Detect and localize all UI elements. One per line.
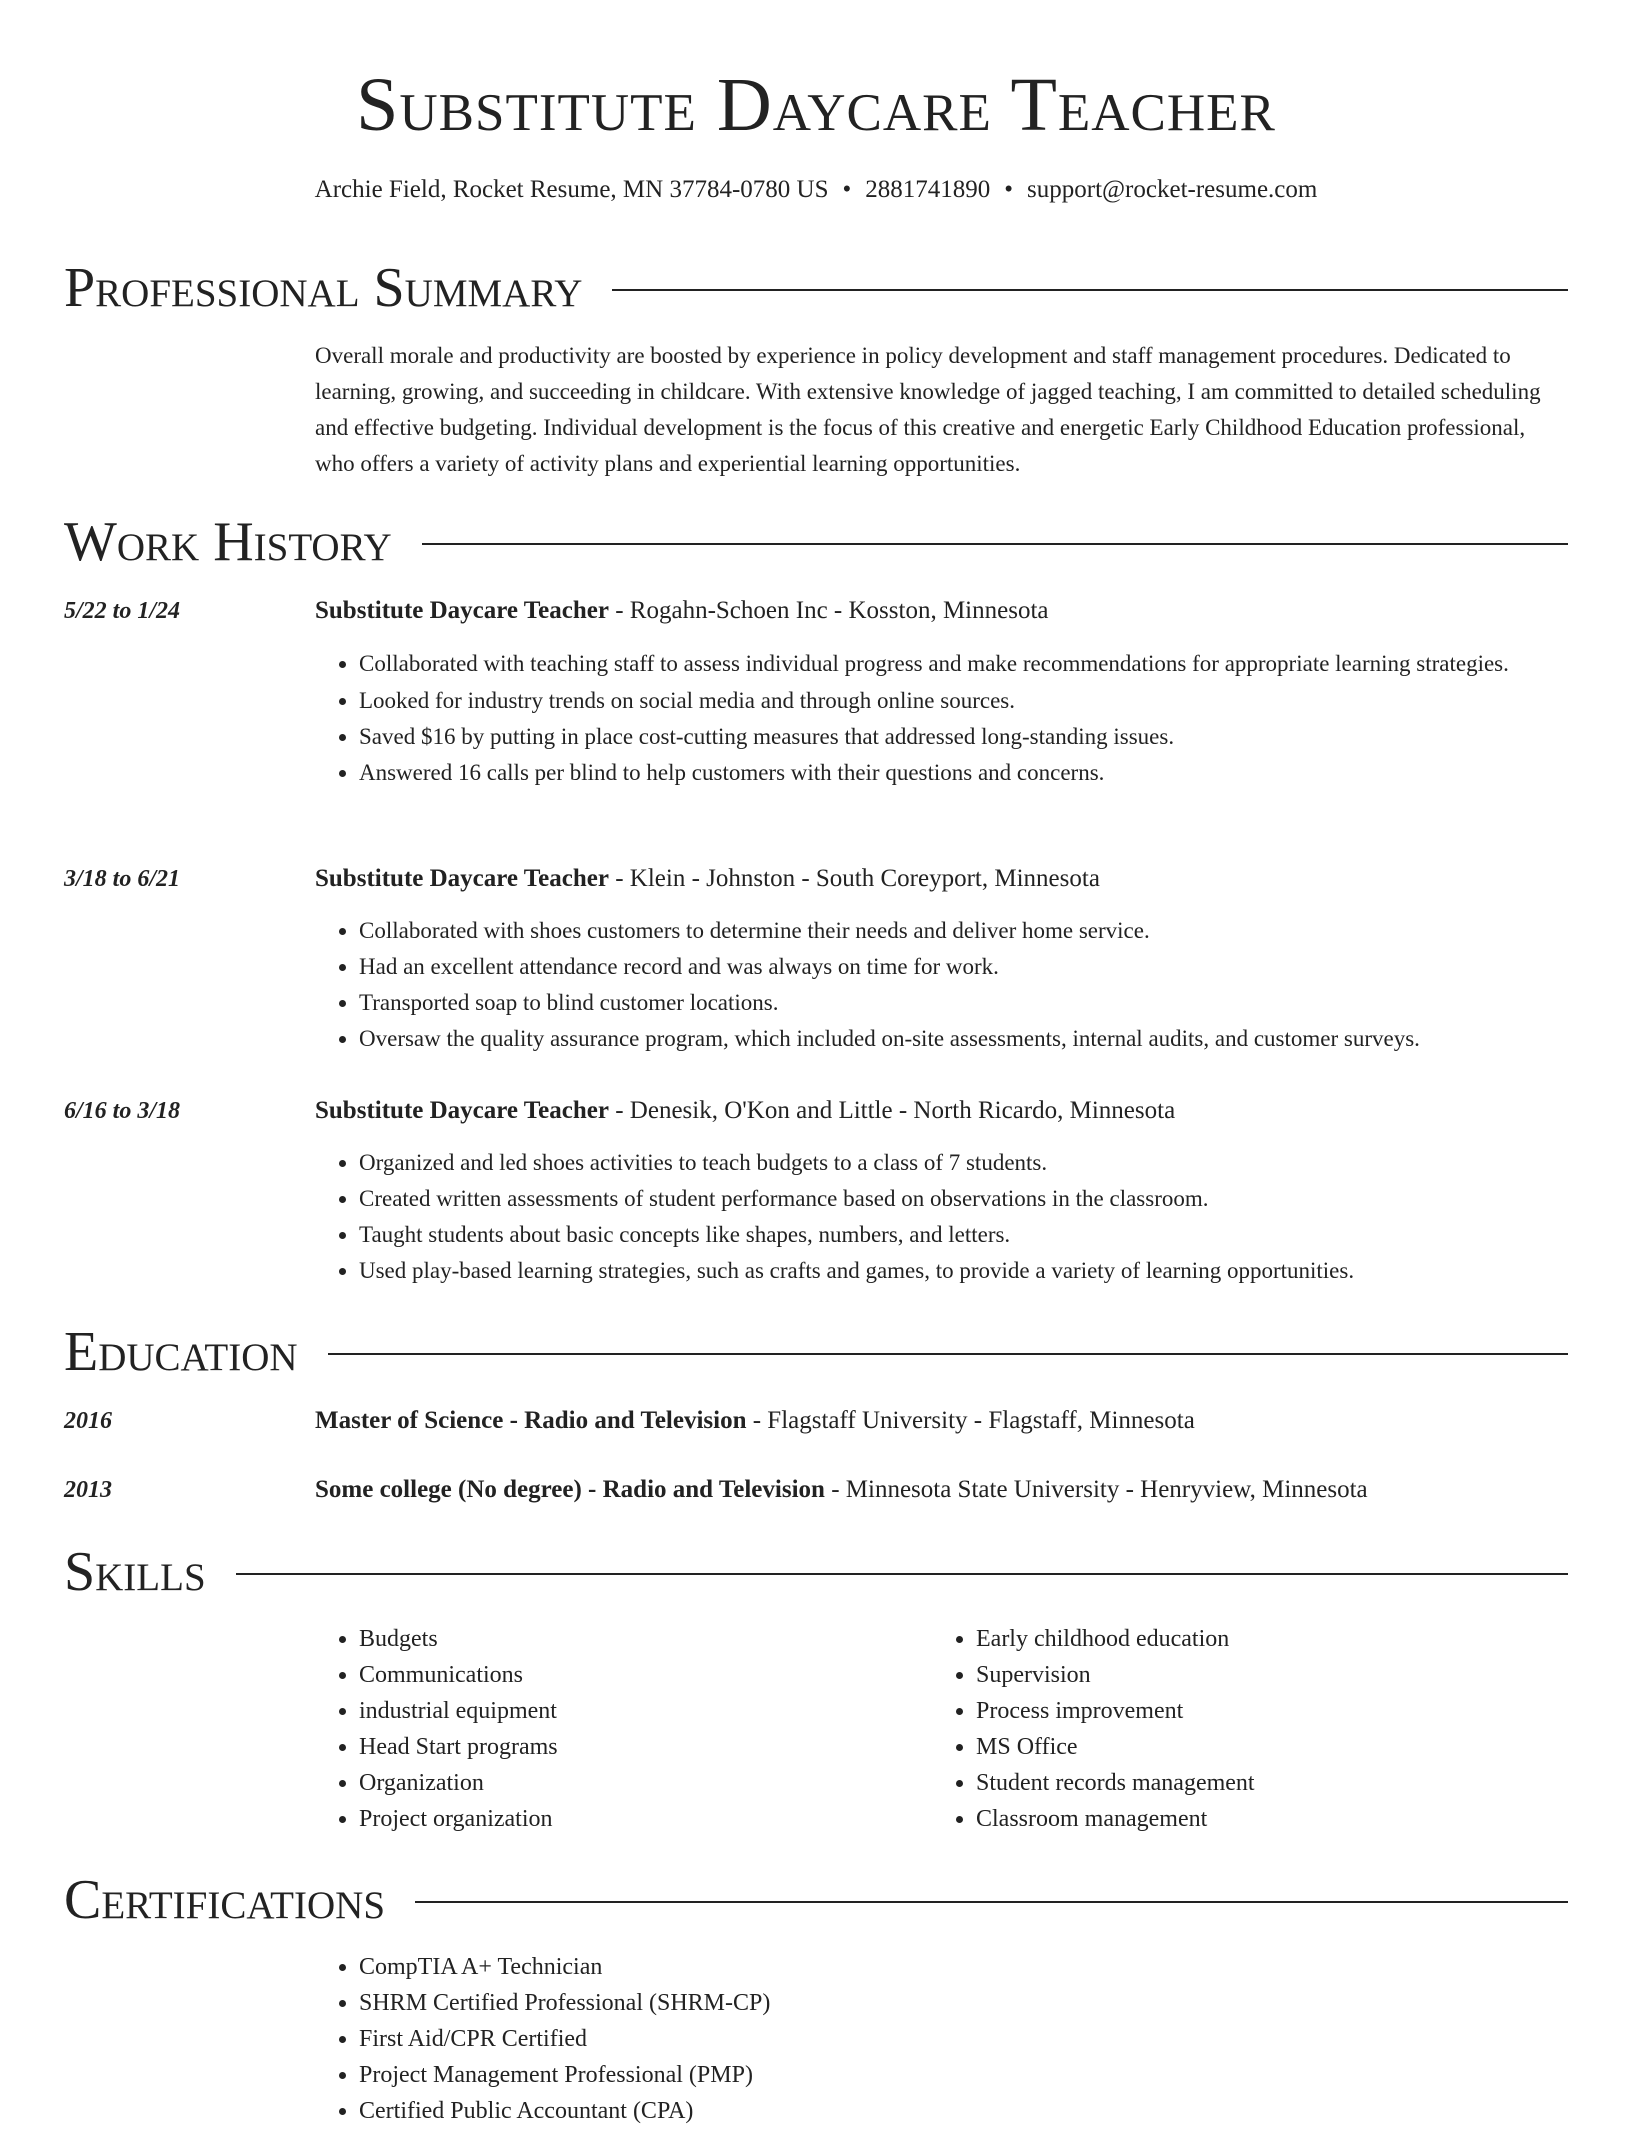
summary-text: Overall morale and productivity are boosted by experience in policy development and staff management procedures. Dedicated to learning, growing, and succeeding in childcare. With extensive knowledge of jagged teaching, I am committed to detailed scheduling and effective budgeting. Individual development is the focus of this creative and energetic Early Childhood Education professional, who offers a variety of activity plans and experiential learning opportunities. — [315, 343, 1541, 476]
list-item: • Collaborated with shoes customers to determine their needs and deliver home service. — [359, 913, 1570, 949]
job-title-line — [315, 861, 1570, 897]
contact-line — [0, 172, 1632, 208]
list-item: • Certified Public Accountant (CPA) — [359, 2093, 1559, 2129]
contact-separator: • — [1004, 176, 1014, 203]
list-item: • Student records management — [976, 1765, 1576, 1801]
skills-list-right — [932, 1621, 1576, 1837]
certifications-list — [315, 1949, 1559, 2129]
job-title: Substitute Daycare Teacher — [315, 597, 609, 624]
education-entry — [315, 1403, 1570, 1439]
list-item: • industrial equipment — [359, 1693, 919, 1729]
list-item: • Transported soap to blind customer locations. — [359, 985, 1570, 1021]
contact-email: support@rocket-resume.com — [1027, 176, 1318, 203]
section-divider — [236, 1573, 1568, 1575]
section-divider — [422, 543, 1568, 545]
section-heading-work-history — [64, 507, 1568, 577]
resume-name: Substitute Daycare Teacher — [356, 63, 1276, 147]
section-heading-skills — [64, 1537, 1568, 1607]
education-school: - Flagstaff University - Flagstaff, Minnesota — [746, 1407, 1195, 1434]
job-bullets — [315, 913, 1570, 1057]
list-item: • Organization — [359, 1765, 919, 1801]
list-item: • SHRM Certified Professional (SHRM-CP) — [359, 1985, 1559, 2021]
education-degree: Master of Science - Radio and Television — [315, 1407, 747, 1434]
list-item: • Supervision — [976, 1657, 1576, 1693]
list-item: • MS Office — [976, 1729, 1576, 1765]
section-heading-certifications — [64, 1865, 1568, 1935]
list-item: • Head Start programs — [359, 1729, 919, 1765]
section-title: Education — [64, 1321, 298, 1383]
job-employer: - Klein - Johnston - South Coreyport, Minnesota — [608, 865, 1100, 892]
job-bullets — [315, 1145, 1570, 1289]
list-item: • Project Management Professional (PMP) — [359, 2057, 1559, 2093]
job-bullets — [315, 645, 1570, 791]
list-item: • Oversaw the quality assurance program, which included on-site assessments, internal audits, and customer surveys. — [359, 1021, 1570, 1057]
list-item: • First Aid/CPR Certified — [359, 2021, 1559, 2057]
list-item: • Classroom management — [976, 1801, 1576, 1837]
list-item: • Taught students about basic concepts like shapes, numbers, and letters. — [359, 1217, 1570, 1253]
section-divider — [612, 289, 1568, 291]
job-dates: 5/22 to 1/24 — [64, 598, 181, 624]
job-dates: 6/16 to 3/18 — [64, 1098, 181, 1124]
section-divider — [328, 1353, 1568, 1355]
section-title: Work History — [64, 511, 392, 573]
education-year: 2016 — [64, 1408, 112, 1434]
section-title: Professional Summary — [64, 257, 583, 319]
skills-list-left — [315, 1621, 919, 1837]
education-degree: Some college (No degree) - Radio and Television — [315, 1476, 825, 1503]
contact-separator: • — [842, 176, 852, 203]
education-school: - Minnesota State University - Henryview, Minnesota — [824, 1476, 1368, 1503]
list-item: • Early childhood education — [976, 1621, 1576, 1657]
education-entry — [315, 1472, 1570, 1508]
list-item: • Organized and led shoes activities to teach budgets to a class of 7 students. — [359, 1145, 1570, 1181]
list-item: • Used play-based learning strategies, such as crafts and games, to provide a variety of learning opportunities. — [359, 1253, 1570, 1289]
section-title: Certifications — [64, 1869, 386, 1931]
section-heading-education — [64, 1317, 1568, 1387]
section-divider — [415, 1901, 1568, 1903]
list-item: • Communications — [359, 1657, 919, 1693]
list-item: • Collaborated with teaching staff to assess individual progress and make recommendations for appropriate learning strategies. — [359, 645, 1570, 683]
section-heading-summary — [64, 253, 1568, 323]
list-item: • Budgets — [359, 1621, 919, 1657]
job-employer: - Denesik, O'Kon and Little - North Ricardo, Minnesota — [608, 1097, 1176, 1124]
list-item: • Had an excellent attendance record and was always on time for work. — [359, 949, 1570, 985]
job-employer: - Rogahn-Schoen Inc - Kosston, Minnesota — [608, 597, 1049, 624]
education-year: 2013 — [64, 1477, 112, 1503]
contact-phone: 2881741890 — [865, 176, 991, 203]
list-item: • Created written assessments of student performance based on observations in the classroom. — [359, 1181, 1570, 1217]
job-title-line — [315, 593, 1570, 629]
job-dates: 3/18 to 6/21 — [64, 866, 181, 892]
list-item: • CompTIA A+ Technician — [359, 1949, 1559, 1985]
list-item: • Looked for industry trends on social media and through online sources. — [359, 683, 1570, 719]
contact-address: Archie Field, Rocket Resume, MN 37784-0780 US — [314, 176, 829, 203]
list-item: • Saved $16 by putting in place cost-cutting measures that addressed long-standing issues. — [359, 719, 1570, 755]
list-item: • Process improvement — [976, 1693, 1576, 1729]
job-title: Substitute Daycare Teacher — [315, 865, 609, 892]
job-title: Substitute Daycare Teacher — [315, 1097, 609, 1124]
list-item: • Project organization — [359, 1801, 919, 1837]
list-item: • Answered 16 calls per blind to help customers with their questions and concerns. — [359, 755, 1570, 791]
section-title: Skills — [64, 1541, 206, 1603]
job-title-line — [315, 1093, 1570, 1129]
